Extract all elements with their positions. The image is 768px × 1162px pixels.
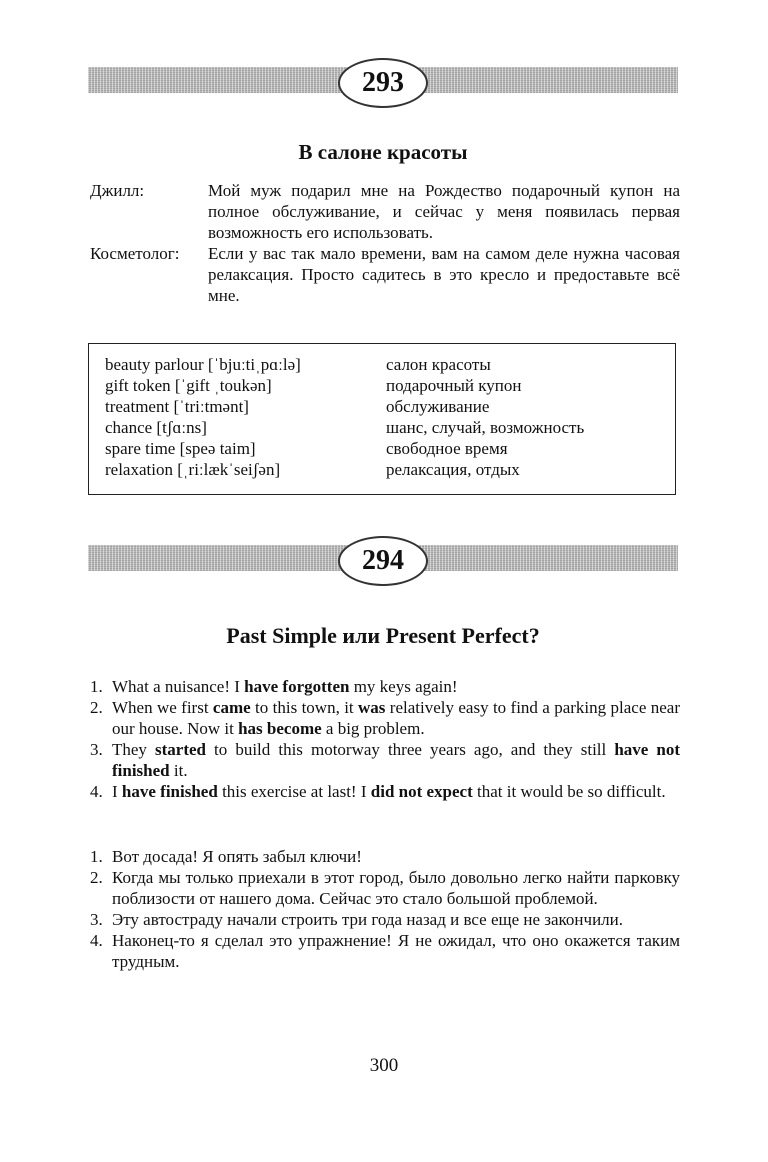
list-item — [90, 697, 680, 739]
item-text: Эту автостраду начали строить три года назад и все еще не закончили. — [112, 910, 624, 929]
highlighted-verb: have finished — [121, 782, 218, 801]
list-item — [90, 739, 680, 781]
text-segment: What a nuisance! I — [112, 677, 245, 696]
vocab-russian: свободное время — [386, 439, 508, 458]
item-number: 2. — [90, 868, 103, 887]
dialog-line — [90, 180, 680, 243]
item-text: Вот досада! Я опять забыл ключи! — [112, 847, 362, 866]
vocab-english: beauty parlour [ˈbjuːtiˌpɑːlə] — [105, 355, 301, 374]
text-segment: my keys again! — [349, 677, 458, 696]
list-item — [90, 930, 680, 972]
dialog-line — [90, 243, 680, 306]
utterance: Если у вас так мало времени, вам на самом деле нужна часовая релаксация. Просто садитесь в это кресло и предоставьте всё мне. — [208, 244, 680, 305]
speaker-label: Косметолог: — [90, 244, 180, 263]
item-text — [112, 781, 680, 802]
item-number: 3. — [90, 910, 103, 929]
utterance: Мой муж подарил мне на Рождество подарочный купон на полное обслуживание, и сейчас у меня появилась первая возможность его использовать. — [208, 181, 680, 242]
text-segment: When we first — [112, 698, 213, 717]
section-title-294: Past Simple или Present Perfect? — [226, 623, 540, 648]
item-text — [112, 697, 680, 739]
vocab-russian: салон красоты — [386, 355, 491, 374]
list-item — [90, 846, 680, 867]
highlighted-verb: was — [358, 698, 386, 717]
text-segment: to this town, it — [250, 698, 359, 717]
section-banner-293 — [88, 58, 678, 98]
section-title-293: В салоне красоты — [298, 140, 468, 164]
text-segment: this exercise at last! I — [217, 782, 371, 801]
highlighted-verb: have not finished — [112, 740, 680, 780]
text-segment: I — [112, 782, 122, 801]
item-number: 1. — [90, 847, 103, 866]
english-sentences — [90, 676, 680, 802]
vocab-english: chance [tʃɑːns] — [105, 418, 207, 437]
item-number: 3. — [90, 740, 103, 759]
highlighted-verb: started — [155, 740, 206, 759]
vocab-english: gift token [ˈgift ˌtoukən] — [105, 376, 272, 395]
highlighted-verb: came — [212, 698, 251, 717]
page-number: 300 — [369, 1055, 399, 1076]
text-segment: a big problem. — [321, 719, 425, 738]
speaker-label: Джилл: — [90, 181, 145, 200]
vocab-english: treatment [ˈtriːtmənt] — [105, 397, 249, 416]
vocabulary-box — [88, 343, 676, 495]
vocab-russian: обслуживание — [386, 397, 490, 416]
text-segment: that it would be so difficult. — [472, 782, 666, 801]
vocab-russian: подарочный купон — [386, 376, 522, 395]
item-text: Наконец-то я сделал это упражнение! Я не ожидал, что оно окажется таким трудным. — [112, 931, 680, 971]
text-segment: to build this motorway three years ago, and they still — [205, 740, 615, 759]
text-segment: relatively easy to find a parking place near our house. Now it — [112, 698, 680, 738]
dialog — [90, 180, 680, 306]
item-number: 1. — [90, 677, 103, 696]
highlighted-verb: has become — [238, 719, 322, 738]
vocab-english: spare time [speə taim] — [105, 439, 256, 458]
item-text — [112, 676, 680, 697]
item-number: 4. — [90, 931, 103, 950]
highlighted-verb: have forgotten — [244, 677, 350, 696]
section-number: 293 — [338, 58, 428, 108]
list-item — [90, 676, 680, 697]
vocab-row — [105, 438, 675, 459]
list-item — [90, 909, 680, 930]
item-number: 2. — [90, 698, 103, 717]
vocab-russian: шанс, случай, возможность — [386, 418, 585, 437]
highlighted-verb: did not expect — [370, 782, 473, 801]
russian-sentences — [90, 846, 680, 972]
section-banner-294 — [88, 536, 678, 576]
text-segment: it. — [169, 761, 188, 780]
vocab-row — [105, 396, 675, 417]
list-item — [90, 867, 680, 909]
vocab-row — [105, 417, 675, 438]
vocab-row — [105, 375, 675, 396]
section-number: 294 — [338, 536, 428, 586]
vocab-russian: релаксация, отдых — [386, 460, 520, 479]
item-text: Когда мы только приехали в этот город, было довольно легко найти парковку поблизости от нашего дома. Сейчас это стало большой проблемой. — [112, 868, 680, 908]
list-item — [90, 781, 680, 802]
vocab-row — [105, 354, 675, 375]
vocab-english: relaxation [ˌriːlækˈseiʃən] — [105, 460, 281, 479]
vocab-row — [105, 459, 675, 480]
text-segment: They — [112, 740, 155, 759]
item-text — [112, 739, 680, 781]
item-number: 4. — [90, 782, 103, 801]
